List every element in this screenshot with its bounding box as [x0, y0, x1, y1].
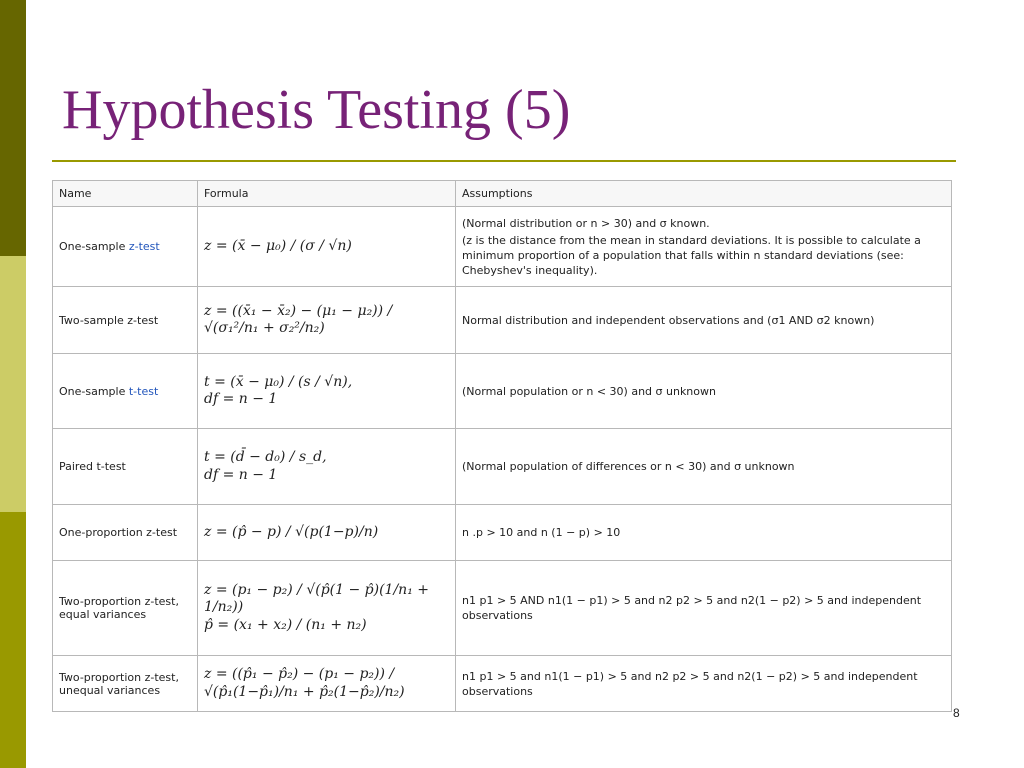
test-assumptions: Normal distribution and independent observations and (σ1 AND σ2 known) — [456, 287, 952, 354]
test-assumptions: n1 p1 > 5 AND n1(1 − p1) > 5 and n2 p2 > 5 and n2(1 − p2) > 5 and independent observations — [456, 561, 952, 656]
table-row — [53, 207, 952, 287]
test-name: Paired t-test — [53, 429, 198, 505]
test-assumptions: (Normal population of differences or n < 30) and σ unknown — [456, 429, 952, 505]
table-row — [53, 287, 952, 354]
test-name: One-sample t-test — [53, 354, 198, 429]
table-header-row — [53, 181, 952, 207]
sidebar-stripe-bottom — [0, 512, 26, 768]
table-row — [53, 429, 952, 505]
table-row — [53, 354, 952, 429]
test-name: One-sample z-test — [53, 207, 198, 287]
sidebar-stripe-middle — [0, 256, 26, 512]
t-test-link[interactable]: t-test — [128, 384, 159, 398]
header-formula: Formula — [198, 181, 456, 207]
test-name: One-proportion z-test — [53, 505, 198, 561]
sidebar-stripe-top — [0, 0, 26, 256]
test-formula: z = ((x̄₁ − x̄₂) − (μ₁ − μ₂)) / √(σ₁²/n₁ + σ₂²/n₂) — [198, 287, 456, 354]
test-formula: z = (p̂ − p) / √(p(1−p)/n) — [198, 505, 456, 561]
test-name: Two-sample z-test — [53, 287, 198, 354]
page-number: 8 — [953, 706, 960, 720]
slide-title: Hypothesis Testing (5) — [62, 79, 571, 141]
test-name: Two-proportion z-test, unequal variances — [53, 656, 198, 712]
test-assumptions: (Normal population or n < 30) and σ unknown — [456, 354, 952, 429]
test-assumptions: (Normal distribution or n > 30) and σ known. (z is the distance from the mean in standard deviations. It is possible to calculate a minimum proportion of a population that falls within n standard deviations (see: Chebyshev's inequality). — [456, 207, 952, 287]
test-assumptions: n1 p1 > 5 and n1(1 − p1) > 5 and n2 p2 > 5 and n2(1 − p2) > 5 and independent observations — [456, 656, 952, 712]
test-formula: z = (p₁ − p₂) / √(p̂(1 − p̂)(1/n₁ + 1/n₂)) p̂ = (x₁ + x₂) / (n₁ + n₂) — [198, 561, 456, 656]
table-row — [53, 505, 952, 561]
z-test-link[interactable]: z-test — [128, 240, 160, 253]
test-assumptions: n .p > 10 and n (1 − p) > 10 — [456, 505, 952, 561]
test-formula: z = (x̄ − μ₀) / (σ / √n) — [198, 207, 456, 287]
title-divider — [52, 160, 956, 162]
test-formula: t = (x̄ − μ₀) / (s / √n), df = n − 1 — [198, 354, 456, 429]
test-formula: t = (d̄ − d₀) / s_d, df = n − 1 — [198, 429, 456, 505]
table-row — [53, 561, 952, 656]
test-name: Two-proportion z-test, equal variances — [53, 561, 198, 656]
hypothesis-test-table — [52, 180, 952, 712]
table-row — [53, 656, 952, 712]
test-formula: z = ((p̂₁ − p̂₂) − (p₁ − p₂)) / √(p̂₁(1−p̂₁)/n₁ + p̂₂(1−p̂₂)/n₂) — [198, 656, 456, 712]
header-name: Name — [53, 181, 198, 207]
header-assumptions: Assumptions — [456, 181, 952, 207]
